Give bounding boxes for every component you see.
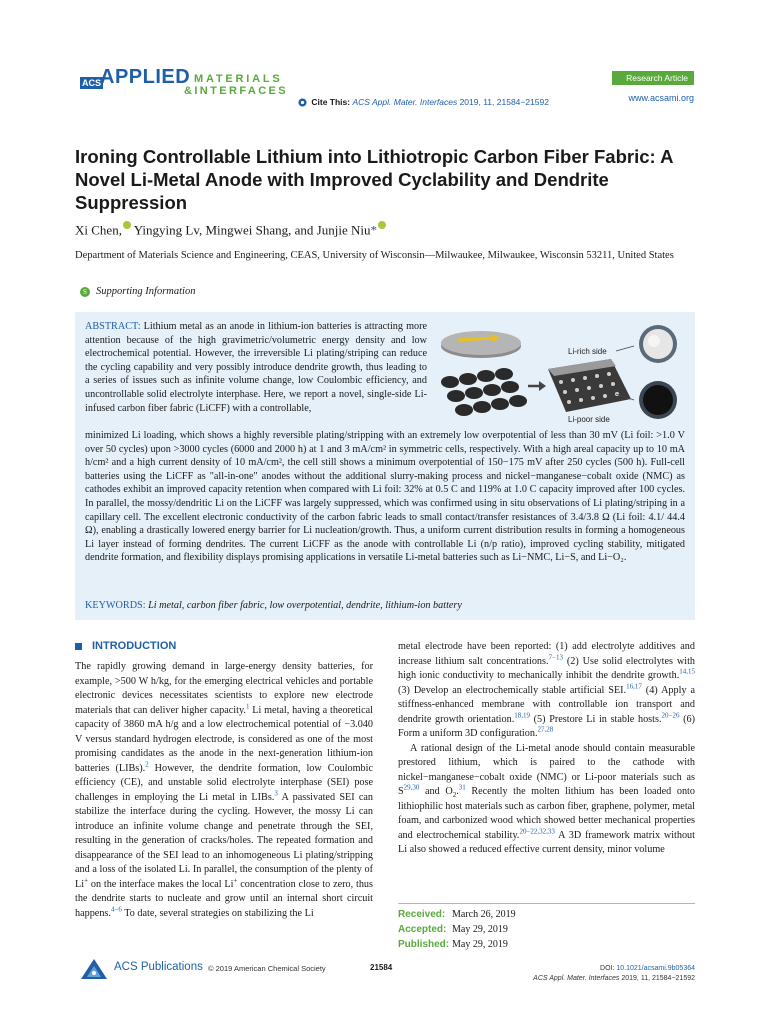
- reference-link[interactable]: 1: [245, 702, 250, 711]
- journal-ref-tail: 2019, 11, 21584−21592: [621, 975, 695, 982]
- article-type-badge: Research Article: [612, 71, 694, 85]
- reference-link[interactable]: 20−22,32,33: [519, 827, 555, 836]
- affiliation: Department of Materials Science and Engineering, CEAS, University of Wisconsin—Milwaukee, Milwaukee, Wisconsin 53211, United States: [75, 250, 674, 261]
- reference-link[interactable]: 2: [145, 760, 149, 769]
- logo-interfaces: &INTERFACES: [184, 85, 289, 97]
- doi-label: DOI:: [600, 965, 615, 972]
- reference-link[interactable]: 20−26: [661, 711, 680, 720]
- cite-line: [298, 97, 549, 107]
- keywords: [85, 600, 685, 611]
- author-rest[interactable]: Yingying Lv, Mingwei Shang, and Junjie Niu: [133, 222, 371, 238]
- intro-paragraph-1-cont: metal electrode have been reported: (1) add electrolyte additives and increase lithium salt concentrations.$^{7-13}$ (2) Use solid electrolytes with high ionic conductivity to mechanically inhibit the dendrite growth.$^{14,15}$ (3) Develop an electrochemically stable artificial SEI.$^{16,17}$ (4) Apply a stiffness-enhanced membrane with controllable ion transport and dendrite growth orientation.$^{18,19}$ (5) Prestore Li in stable hosts.$^{20-26}$ (6) Form a uniform 3D configuration.$^{27,28}$: [398, 641, 695, 739]
- acs-publications-icon: [80, 958, 108, 980]
- abstract-heading: ABSTRACT:: [85, 321, 141, 332]
- acs-publications-logo[interactable]: [80, 958, 203, 980]
- page-number: 21584: [370, 963, 393, 972]
- graphic-illustration: [436, 324, 686, 424]
- copyright: © 2019 American Chemical Society: [208, 964, 326, 973]
- publisher-name: ACS Publications: [114, 961, 203, 973]
- graphic-label-bottom: Li-poor side: [568, 415, 610, 424]
- journal-logo[interactable]: [80, 66, 290, 106]
- orcid-icon[interactable]: [378, 221, 386, 229]
- supporting-info-label: Supporting Information: [96, 286, 196, 297]
- abstract-part-1: Lithium metal as an anode in lithium-ion batteries is attracting more attention because of the high gravimetric/volumetric energy density and low electrochemical potential. However, the irreversible Li plating/striping can reduce the cycling capability and very possibly introduce dendrite growth, thus leading to a series of issues such as infinite volume change, low Coulombic efficiency, and uncontrollable solid electrolyte interphase. Here, we report a novel, single-side Li-infused carbon fiber fabric (LiCFF) with a controllable,: [85, 321, 428, 414]
- section-title: INTRODUCTION: [92, 640, 177, 652]
- keywords-heading: KEYWORDS:: [85, 600, 146, 611]
- orcid-icon[interactable]: [123, 221, 131, 229]
- site-url-link[interactable]: www.acsami.org: [628, 93, 694, 103]
- date-published: Published: May 29, 2019: [398, 939, 508, 950]
- reference-link[interactable]: 16,17: [626, 682, 642, 691]
- intro-paragraph-1: The rapidly growing demand in large-energy density batteries, for example, >500 W h/kg, for the emerging electrical vehicles and portable electronic devices necessitates scientists to explore new electrode materials that can deliver higher capacity.$^1$ Li metal, having a theoretical capacity of 3860 mA h/g and a low electrochemical potential of −3.040 V versus standard hydrogen electrode, is considered as one of the most promising candidates as the anode in the next-generation lithium-ion batteries (LIBs).$^2$ However, the dendrite formation, low Coulombic efficiency (CE), and unstable solid electrolyte interphase (SEI) pose challenges in employing the Li metal in LIBs.$^3$ A passivated SEI can stabilize the interface during the cycling. However, the mossy Li can introduce an infinite volume change and penetrate through the SEI, resulting in the generation of cracks/holes. The repeated formation and disappearance of the SEI lead to an inhomogeneous Li plating/stripping and a loss of the isolated Li. In parallel, the consumption of the plenty of Li+ on the interface makes the local Li+ concentration close to zero, thus the dendrite starts to nucleate and grow until an internal short circuit happens.$^{4-6}$ To date, several strategies on stabilizing the Li: [75, 661, 373, 919]
- cite-journal[interactable]: ACS Appl. Mater. Interfaces: [352, 97, 458, 107]
- reference-link[interactable]: 7−13: [548, 653, 563, 662]
- journal-ref: ACS Appl. Mater. Interfaces: [533, 975, 620, 982]
- reference-link[interactable]: 29,30: [403, 783, 420, 792]
- body-column-left: [75, 660, 373, 921]
- section-square-icon: [75, 643, 82, 650]
- corresponding-author-icon: *: [370, 222, 377, 238]
- logo-materials: MATERIALS: [194, 73, 283, 85]
- cite-icon: [298, 98, 307, 107]
- reference-link[interactable]: 18,19: [514, 711, 530, 720]
- reference-link[interactable]: 14,15: [679, 667, 695, 676]
- cite-label: Cite This:: [311, 97, 351, 107]
- dates-divider: [398, 903, 695, 904]
- author-list: [75, 221, 386, 238]
- doi-block: [480, 964, 695, 984]
- abstract-graphic: [436, 324, 686, 424]
- reference-link[interactable]: 27,28: [537, 725, 554, 734]
- intro-paragraph-2: A rational design of the Li-metal anode should contain measurable prestored lithium, which is paired to the cathode with nickel−manganese−cobalt oxide (NMC) or Li-poor materials such as S$^{29,30}$ and $O_2.^{31}$ Recently the molten lithium has been loaded onto lithiophilic host materials such as carbon fiber, graphene, polymer, metal foam, and carbonized wood which showed better mechanical properties and electrochemical stability.$^{20-22,32,33}$ A 3D framework matrix without Li also showed a reduced effective current density, minor volume: [398, 742, 695, 855]
- article-title: Ironing Controllable Lithium into Lithiotropic Carbon Fiber Fabric: A Novel Li-Metal Anode with Improved Cyclability and Dendrite Suppression: [75, 146, 673, 213]
- date-received: Received: March 26, 2019: [398, 909, 516, 920]
- abstract-text-top: [85, 320, 427, 415]
- article-dates: [398, 907, 516, 952]
- cite-ref[interactable]: 2019, 11, 21584−21592: [459, 97, 549, 107]
- graphic-label-top: Li-rich side: [568, 347, 607, 356]
- carbon-fiber-fabric: [441, 368, 527, 416]
- doi-link[interactable]: 10.1021/acsami.9b05364: [616, 965, 695, 972]
- supporting-info-link[interactable]: [80, 286, 195, 297]
- abstract-text-bottom: minimized Li loading, which shows a highly reversible plating/stripping with an extremely low overpotential of less than 30 mV (Li foil: >1.0 V over 50 cycles) upon >3000 cycles (6000 and 2000 h) at 1 and 3 mA/cm² in symmetric cells, respectively. With a high areal capacity up to 10 mA h/cm² and a high current density of 10 mA/cm², the cell still shows a minimum overpotential of 150−175 mV after 250 cycles (500 h). Full-cell batteries using the LiCFF as "all-in-one" anodes without the additional slurry-making process and nickel−manganese−cobalt oxide (NMC) as cathodes exhibit an improved capacity retention when compared with Li foil: 32% at 0.5 C and 119% at 1.0 C capacity improved after 100 cycles. In parallel, the mossy/dendritic Li on the LiCFF was largely suppressed, which was confirmed using in situ observations of Li plating/striping in a capillary cell. The excellent electronic conductivity of the carbon fabric leads to small contact/transfer resistances of 3.4/3.8 Ω (Li foil: 4.1/ 44.4 Ω), enabling a drastically lowered energy barrier for Li nucleation/growth. Thus, a uniform current distribution results in forming a homogeneous Li layer instead of forming dendrites. The current LiCFF as the anode with controllable Li (n/p ratio), improved cycling stability, mitigated dendrite formation, and flexibility displays promising applications in versatile Li-metal batteries such as Li−NMC, Li−S, and Li−O₂.: [85, 430, 685, 564]
- keywords-list: Li metal, carbon fiber fabric, low overpotential, dendrite, lithium-ion battery: [148, 600, 462, 611]
- section-heading: [75, 640, 176, 652]
- author-first[interactable]: Xi Chen,: [75, 222, 122, 238]
- date-accepted: Accepted: May 29, 2019: [398, 924, 508, 935]
- body-column-right: [398, 640, 695, 858]
- li-infused-fabric: [548, 359, 631, 412]
- reference-link[interactable]: 3: [274, 789, 278, 798]
- reference-link[interactable]: 4−6: [110, 905, 122, 914]
- logo-acs: ACS: [82, 78, 102, 88]
- logo-applied: APPLIED: [100, 66, 191, 88]
- supporting-info-icon: S: [80, 287, 90, 297]
- reference-link[interactable]: 31: [458, 783, 466, 792]
